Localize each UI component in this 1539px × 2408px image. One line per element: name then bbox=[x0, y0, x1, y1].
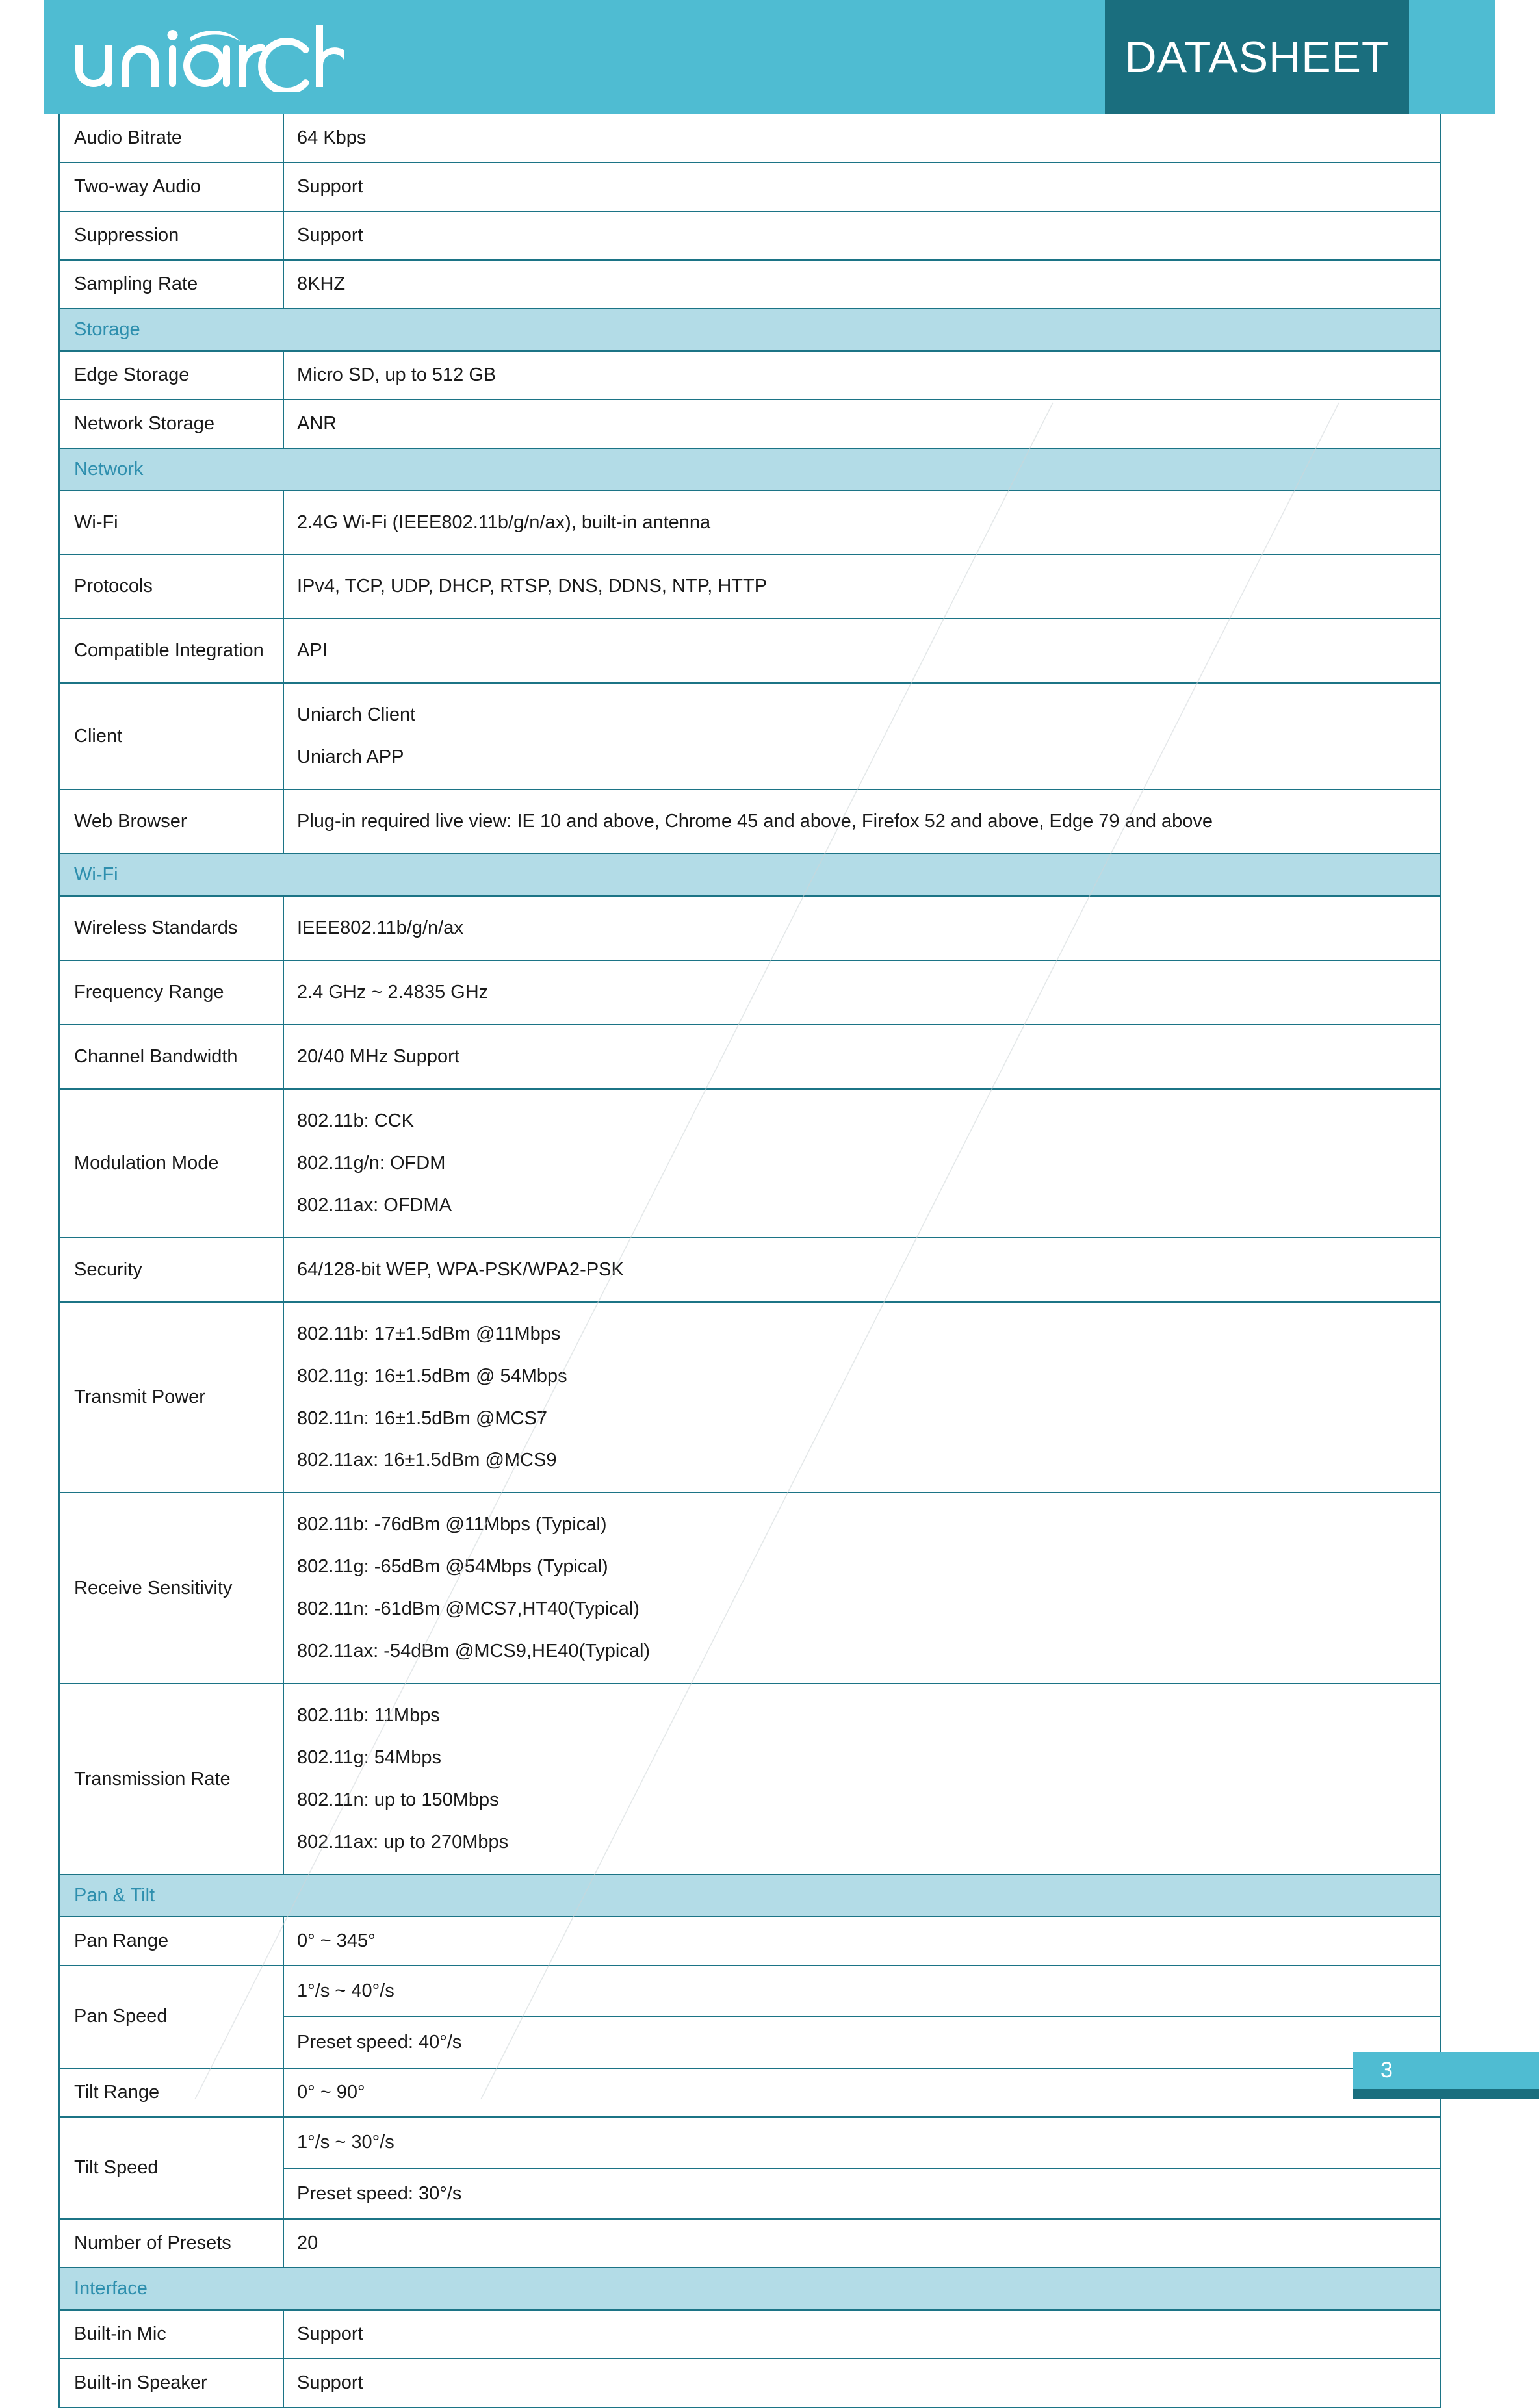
table-row bbox=[59, 1492, 1440, 1684]
value-line: IEEE802.11b/g/n/ax bbox=[297, 917, 463, 939]
row-value bbox=[283, 2068, 1440, 2117]
row-label-line: Integration bbox=[174, 640, 264, 661]
row-label: Client bbox=[59, 683, 283, 789]
value-line: Support bbox=[297, 2372, 363, 2394]
table-row bbox=[59, 162, 1440, 211]
table-row bbox=[59, 789, 1440, 854]
row-label: Tilt Range bbox=[59, 2068, 283, 2117]
value-line: 802.11ax: up to 270Mbps bbox=[297, 1831, 509, 1852]
row-label: Wireless Standards bbox=[59, 896, 283, 960]
row-label: Pan Range bbox=[59, 1917, 283, 1966]
value-line: Support bbox=[297, 224, 363, 246]
value-line: 802.11g: 16±1.5dBm @ 54Mbps bbox=[297, 1365, 567, 1387]
row-label: Channel Bandwidth bbox=[59, 1025, 283, 1089]
table-row bbox=[59, 2359, 1440, 2407]
row-value bbox=[283, 1917, 1440, 1966]
table-row bbox=[59, 491, 1440, 555]
value-line: Plug-in required live view: IE 10 and above, Chrome 45 and above, Firefox 52 and above, Edge 79 and above bbox=[297, 811, 1213, 832]
row-label: Audio Bitrate bbox=[59, 114, 283, 162]
value-line: 802.11ax: -54dBm @MCS9,HE40(Typical) bbox=[297, 1641, 651, 1662]
row-value bbox=[283, 1684, 1440, 1875]
value-line: 802.11g: -65dBm @54Mbps (Typical) bbox=[297, 1556, 608, 1578]
value-line: 0° ~ 345° bbox=[297, 1930, 376, 1951]
value-line: 2.4 GHz ~ 2.4835 GHz bbox=[297, 982, 489, 1003]
row-value bbox=[283, 683, 1440, 789]
value-line: 20 bbox=[297, 2233, 318, 2254]
row-value bbox=[283, 960, 1440, 1025]
value-line: 8KHZ bbox=[297, 273, 346, 294]
table-row bbox=[59, 1238, 1440, 1302]
table-row bbox=[59, 2219, 1440, 2268]
value-line: API bbox=[297, 640, 328, 661]
table-row bbox=[59, 1302, 1440, 1493]
uniarch-logo bbox=[71, 21, 344, 92]
section-header-network bbox=[59, 448, 1440, 491]
table-row bbox=[59, 351, 1440, 400]
value-line: ANR bbox=[297, 413, 337, 434]
row-value bbox=[283, 619, 1440, 683]
table-row bbox=[59, 1089, 1440, 1238]
row-value bbox=[283, 351, 1440, 400]
specification-table bbox=[58, 114, 1441, 2408]
row-value: 1°/s ~ 40°/s bbox=[283, 1966, 1440, 2017]
row-label: Pan Speed bbox=[59, 1966, 283, 2068]
value-line: 64 Kbps bbox=[297, 127, 367, 148]
page-number: 3 bbox=[1380, 2058, 1393, 2082]
value-line: Micro SD, up to 512 GB bbox=[297, 364, 497, 385]
value-line: 802.11g: 54Mbps bbox=[297, 1747, 441, 1769]
row-label: Protocols bbox=[59, 554, 283, 619]
table-row bbox=[59, 2310, 1440, 2359]
table-row bbox=[59, 1684, 1440, 1875]
value-line: 802.11ax: 16±1.5dBm @MCS9 bbox=[297, 1450, 557, 1471]
table-row bbox=[59, 960, 1440, 1025]
row-label: Suppression bbox=[59, 211, 283, 260]
row-label: Built-in Mic bbox=[59, 2310, 283, 2359]
footer-accent-strip bbox=[1353, 2089, 1539, 2099]
row-value bbox=[283, 2219, 1440, 2268]
row-label: Edge Storage bbox=[59, 351, 283, 400]
value-line: Support bbox=[297, 175, 363, 197]
row-label: Transmission Rate bbox=[59, 1684, 283, 1875]
page-header bbox=[44, 0, 1539, 114]
value-line: IPv4, TCP, UDP, DHCP, RTSP, DNS, DDNS, NTP, HTTP bbox=[297, 576, 768, 597]
row-label-line: Compatible bbox=[74, 640, 170, 661]
datasheet-title: DATASHEET bbox=[1124, 32, 1390, 82]
row-label: Transmit Power bbox=[59, 1302, 283, 1493]
table-row bbox=[59, 1025, 1440, 1089]
row-label bbox=[59, 619, 283, 683]
value-line: 802.11b: 17±1.5dBm @11Mbps bbox=[297, 1323, 561, 1344]
value-line: 802.11b: CCK bbox=[297, 1110, 415, 1131]
table-row bbox=[59, 260, 1440, 309]
row-value: 1°/s ~ 30°/s bbox=[283, 2117, 1440, 2168]
value-line: 802.11b: 11Mbps bbox=[297, 1705, 440, 1726]
row-value bbox=[283, 211, 1440, 260]
row-value bbox=[283, 896, 1440, 960]
row-value bbox=[283, 2359, 1440, 2407]
spec-table-body bbox=[59, 114, 1440, 2407]
table-row bbox=[59, 400, 1440, 448]
table-row bbox=[59, 2068, 1440, 2117]
section-label: Interface bbox=[59, 2268, 1440, 2310]
row-label: Security bbox=[59, 1238, 283, 1302]
row-value bbox=[283, 1089, 1440, 1238]
row-label: Two-way Audio bbox=[59, 162, 283, 211]
value-line: 802.11g/n: OFDM bbox=[297, 1152, 446, 1173]
section-label: Storage bbox=[59, 309, 1440, 351]
row-value bbox=[283, 2310, 1440, 2359]
value-line: Uniarch APP bbox=[297, 747, 404, 768]
page-footer bbox=[1353, 2052, 1539, 2099]
table-row bbox=[59, 683, 1440, 789]
row-value: Preset speed: 40°/s bbox=[283, 2017, 1440, 2068]
table-row bbox=[59, 211, 1440, 260]
table-row bbox=[59, 896, 1440, 960]
row-value bbox=[283, 554, 1440, 619]
row-label: Modulation Mode bbox=[59, 1089, 283, 1238]
row-label: Frequency Range bbox=[59, 960, 283, 1025]
row-value bbox=[283, 1025, 1440, 1089]
section-header-wifi bbox=[59, 854, 1440, 896]
value-line: 2.4G Wi-Fi (IEEE802.11b/g/n/ax), built-in antenna bbox=[297, 511, 711, 533]
value-line: Uniarch Client bbox=[297, 704, 416, 726]
row-label: Network Storage bbox=[59, 400, 283, 448]
table-row bbox=[59, 1917, 1440, 1966]
row-label: Number of Presets bbox=[59, 2219, 283, 2268]
row-label: Tilt Speed bbox=[59, 2117, 283, 2220]
row-label: Wi-Fi bbox=[59, 491, 283, 555]
table-row bbox=[59, 554, 1440, 619]
value-line: 20/40 MHz Support bbox=[297, 1045, 459, 1067]
table-row bbox=[59, 1966, 1440, 2017]
section-label: Pan & Tilt bbox=[59, 1875, 1440, 1917]
row-value bbox=[283, 789, 1440, 854]
section-header-interface bbox=[59, 2268, 1440, 2310]
row-value bbox=[283, 162, 1440, 211]
section-label: Network bbox=[59, 448, 1440, 491]
row-value bbox=[283, 1492, 1440, 1684]
value-line: 802.11ax: OFDMA bbox=[297, 1194, 452, 1216]
value-line: 64/128-bit WEP, WPA-PSK/WPA2-PSK bbox=[297, 1259, 624, 1280]
table-row bbox=[59, 114, 1440, 162]
table-row bbox=[59, 619, 1440, 683]
value-line: 802.11n: 16±1.5dBm @MCS7 bbox=[297, 1407, 547, 1429]
row-label: Built-in Speaker bbox=[59, 2359, 283, 2407]
section-header-storage bbox=[59, 309, 1440, 351]
value-line: 802.11n: up to 150Mbps bbox=[297, 1789, 499, 1810]
section-header-pan-tilt bbox=[59, 1875, 1440, 1917]
value-line: 802.11b: -76dBm @11Mbps (Typical) bbox=[297, 1514, 607, 1535]
row-label: Receive Sensitivity bbox=[59, 1492, 283, 1684]
row-label: Web Browser bbox=[59, 789, 283, 854]
table-row bbox=[59, 2117, 1440, 2168]
value-line: 0° ~ 90° bbox=[297, 2081, 365, 2103]
value-line: Support bbox=[297, 2324, 363, 2345]
row-value bbox=[283, 1238, 1440, 1302]
value-line: 802.11n: -61dBm @MCS7,HT40(Typical) bbox=[297, 1598, 640, 1620]
row-value bbox=[283, 400, 1440, 448]
row-value bbox=[283, 1302, 1440, 1493]
row-label: Sampling Rate bbox=[59, 260, 283, 309]
row-value: Preset speed: 30°/s bbox=[283, 2168, 1440, 2220]
row-value bbox=[283, 114, 1440, 162]
section-label: Wi-Fi bbox=[59, 854, 1440, 896]
row-value bbox=[283, 260, 1440, 309]
row-value bbox=[283, 491, 1440, 555]
